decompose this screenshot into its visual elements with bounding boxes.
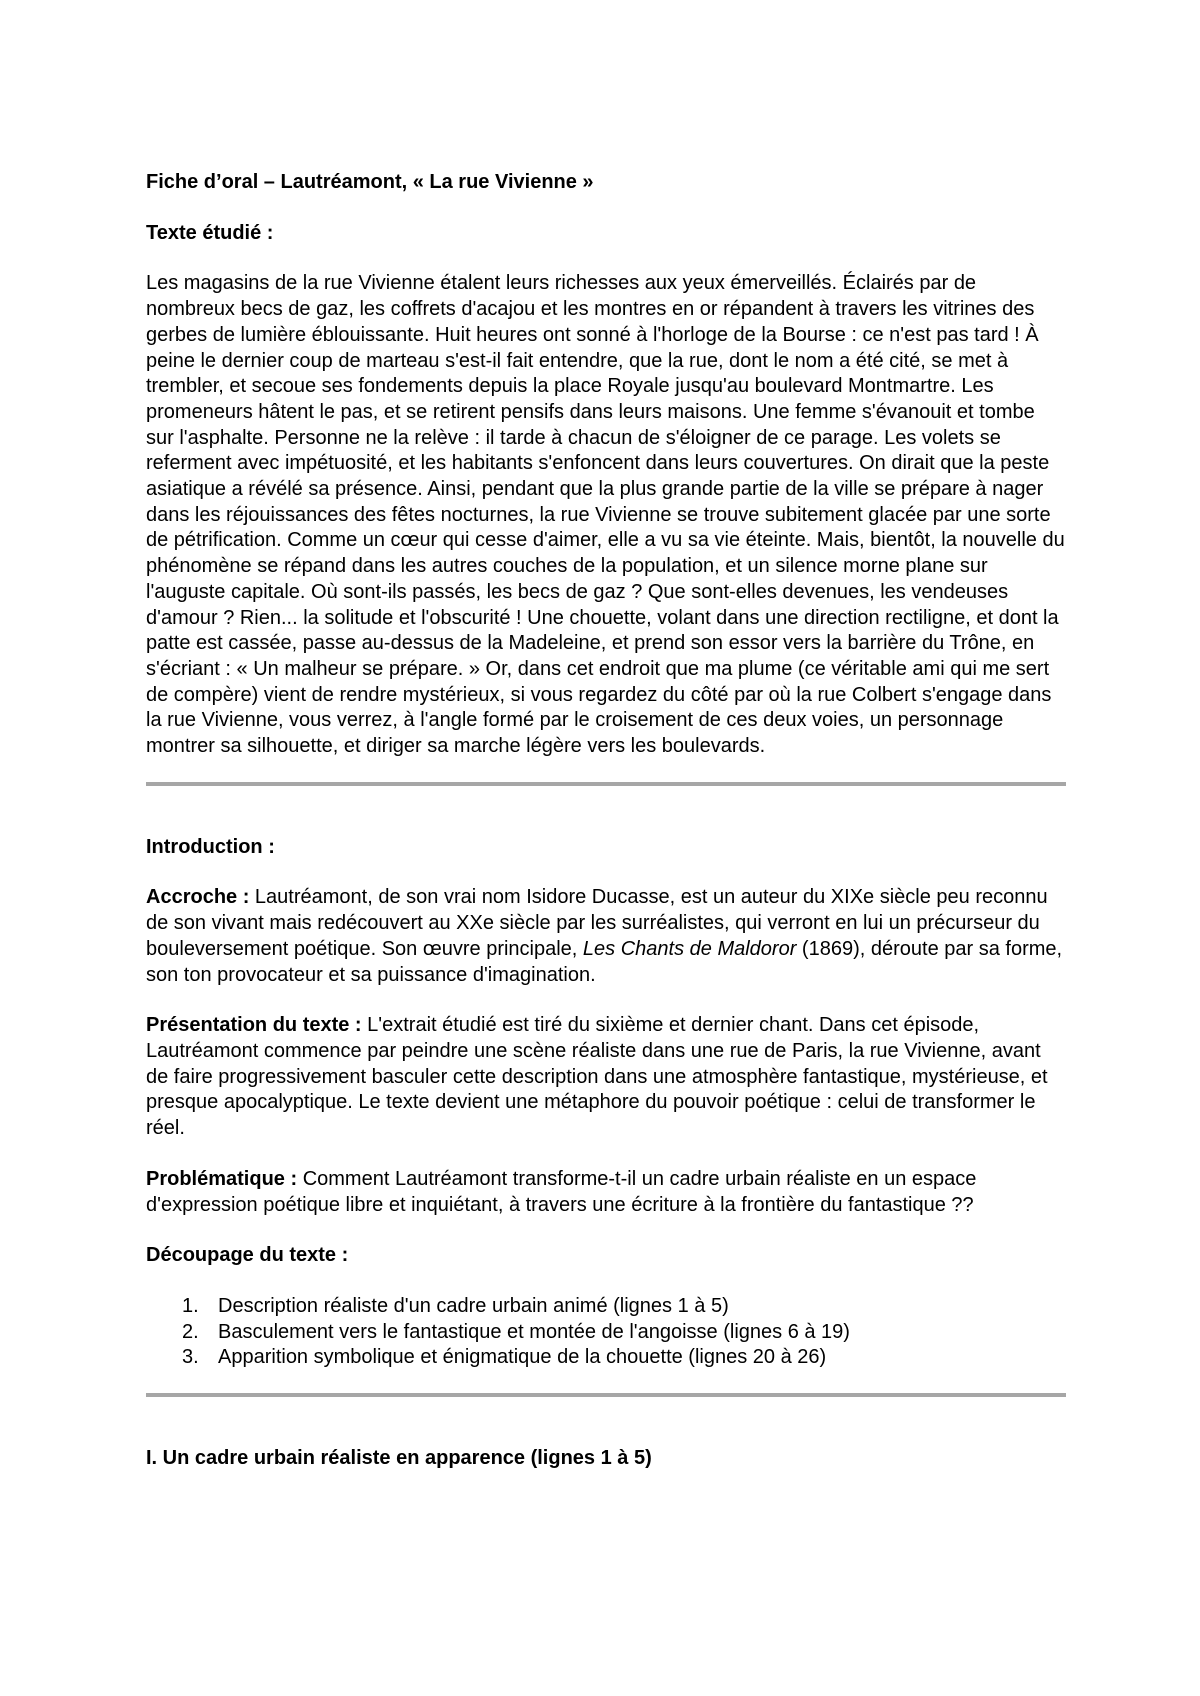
accroche-text-before: Lautréamont, de son vrai nom Isidore Ducasse, est un auteur du XIXe siècle peu reconnu de son vivant mais redécouvert au XXe siècle par les surréalistes, qui verront en lui un précurseur du bouleversement poétique. Son œuvre principale, [146,886,1048,960]
list-item [146,1294,1066,1320]
document-page [146,170,1066,1497]
problematique-text: Comment Lautréamont transforme-t-il un cadre urbain réaliste en un espace d'expression poétique libre et inquiétant, à travers une écriture à la frontière du fantastique ?? [146,1167,977,1216]
presentation-paragraph [146,1013,1066,1142]
texte-body: Les magasins de la rue Vivienne étalent leurs richesses aux yeux émerveillés. Éclairés par de nombreux becs de gaz, les coffrets d'acajou et les montres en or répandent à travers les vitrines des gerbes de lumière éblouissante. Huit heures ont sonné à l'horloge de la Bourse : ce n'est pas tard ! À peine le dernier coup de marteau s'est-il fait entendre, que la rue, dont le nom a été cité, se met à trembler, et secoue ses fondements depuis la place Royale jusqu'au boulevard Montmartre. Les promeneurs hâtent le pas, et se retirent pensifs dans leurs maisons. Une femme s'évanouit et tombe sur l'asphalte. Personne ne la relève : il tarde à chacun de s'éloigner de ce parage. Les volets se referment avec impétuosité, et les habitants s'enfoncent dans leurs couvertures. On dirait que la peste asiatique a révélé sa présence. Ainsi, pendant que la plus grande partie de la ville se prépare à nager dans les réjouissances des fêtes nocturnes, la rue Vivienne se trouve subitement glacée par une sorte de pétrification. Comme un cœur qui cesse d'aimer, elle a vu sa vie éteinte. Mais, bientôt, la nouvelle du phénomène se répand dans les autres couches de la population, et un silence morne plane sur l'auguste capitale. Où sont-ils passés, les becs de gaz ? Que sont-elles devenues, les vendeuses d'amour ? Rien... la solitude et l'obscurité ! Une chouette, volant dans une direction rectiligne, et dont la patte est cassée, passe au-dessus de la Madeleine, et prend son essor vers la barrière du Trône, en s'écriant : « Un malheur se prépare. » Or, dans cet endroit que ma plume (ce véritable ami qui me sert de compère) vient de rendre mystérieux, si vous regardez du côté par où la rue Colbert s'engage dans la rue Vivienne, vous verrez, à l'angle formé par le croisement de ces deux voies, un personnage montrer sa silhouette, et diriger sa marche légère vers les boulevards. [146,272,1065,758]
list-item-number: 1. [182,1294,199,1317]
presentation-label: Présentation du texte : [146,1014,362,1037]
decoupage-heading: Découpage du texte : [146,1244,349,1267]
accroche-work-title: Les Chants de Maldoror [582,937,797,960]
introduction-heading: Introduction : [146,835,275,858]
list-item-text: Basculement vers le fantastique et montée de l'angoisse (lignes 6 à 19) [218,1320,850,1343]
document-title: Fiche d’oral – Lautréamont, « La rue Vivienne » [146,171,594,193]
list-item-text: Description réaliste d'un cadre urbain animé (lignes 1 à 5) [218,1294,729,1317]
section-1-heading: I. Un cadre urbain réaliste en apparence (lignes 1 à 5) [146,1447,652,1470]
list-item [146,1345,1066,1371]
list-item-text: Apparition symbolique et énigmatique de la chouette (lignes 20 à 26) [218,1346,827,1369]
list-item-number: 2. [182,1320,199,1343]
texte-heading: Texte étudié : [146,221,274,244]
list-item-number: 3. [182,1346,199,1369]
problematique-paragraph [146,1167,1066,1218]
decoupage-list [146,1294,1066,1371]
accroche-text-after: (1869), déroute par sa forme, son ton provocateur et sa puissance d'imagination. [146,937,1063,986]
accroche-paragraph [146,885,1066,988]
problematique-label: Problématique : [146,1167,298,1190]
accroche-label: Accroche : [146,886,250,909]
list-item [146,1320,1066,1346]
presentation-text: L'extrait étudié est tiré du sixième et dernier chant. Dans cet épisode, Lautréamont commence par peindre une scène réaliste dans une rue de Paris, la rue Vivienne, avant de faire progressivement basculer cette description dans une atmosphère fantastique, mystérieuse, et presque apocalyptique. Le texte devient une métaphore du pouvoir poétique : celui de transformer le réel. [146,1014,1048,1140]
